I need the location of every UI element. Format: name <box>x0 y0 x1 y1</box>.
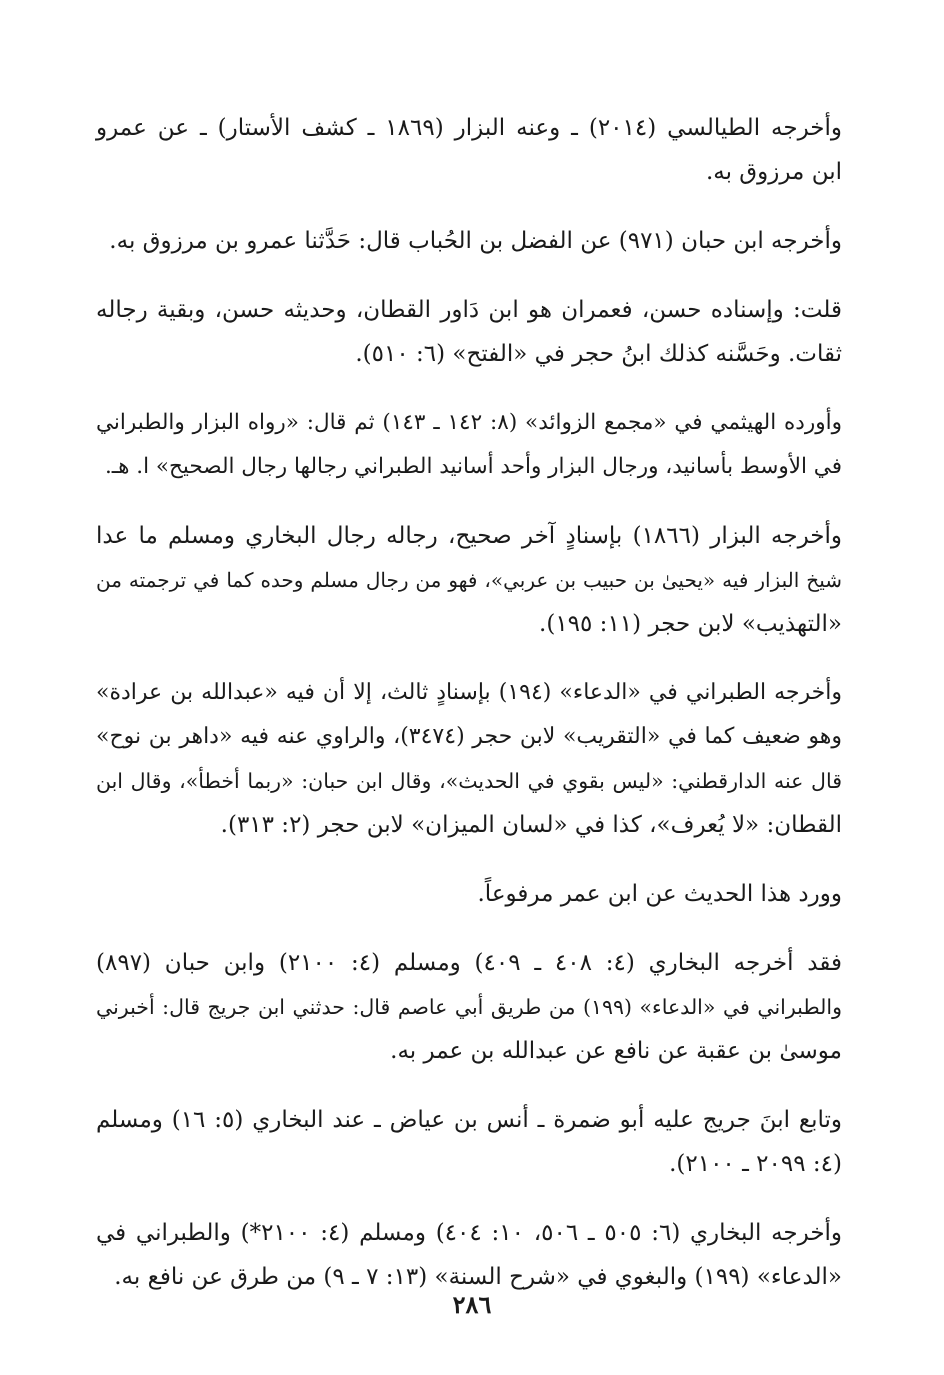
text-line: فقد أخرجه البخاري (٤: ٤٠٨ ـ ٤٠٩) ومسلم (٤: ٢١٠٠) وابن حبان (٨٩٧) <box>96 950 842 976</box>
paragraph <box>96 219 842 263</box>
text-line: القطان: «لا يُعرف»، كذا في «لسان الميزان» لابن حجر (٢: ٣١٣). <box>220 812 842 838</box>
paragraph <box>96 514 842 646</box>
text-line: قال عنه الدارقطني: «ليس بقوي في الحديث»، وقال ابن حبان: «ربما أخطأ»، وقال ابن <box>96 769 842 793</box>
page-number: ٢٨٦ <box>452 1290 492 1319</box>
text-line: وأخرجه البخاري (٦: ٥٠٥ ـ ٥٠٦، ١٠: ٤٠٤) ومسلم (٤: ٢١٠٠*) والطبراني في <box>96 1220 843 1246</box>
paragraph <box>96 1211 842 1299</box>
paragraph <box>96 1098 842 1186</box>
text-line: شيخ البزار فيه «يحيىٰ بن حبيب بن عربي»، فهو من رجال مسلم وحده كما في ترجمته من <box>96 568 842 592</box>
text-line: (٤: ٢٠٩٩ ـ ٢١٠٠). <box>669 1151 842 1177</box>
text-line: «التهذيب» لابن حجر (١١: ١٩٥). <box>539 611 842 637</box>
text-line: وأخرجه الطبراني في «الدعاء» (١٩٤) بإسنادٍ ثالث، إلا أن فيه «عبدالله بن عرادة» <box>96 680 842 705</box>
text-line: وهو ضعيف كما في «التقريب» لابن حجر (٣٤٧٤)، والراوي عنه فيه «داهر بن نوح» <box>96 724 842 749</box>
text-line: قلت: وإسناده حسن، فعمران هو ابن دَاور القطان، وحديثه حسن، وبقية رجاله <box>96 297 842 323</box>
text-line: ابن مرزوق به. <box>705 159 842 185</box>
text-line: «الدعاء» (١٩٩) والبغوي في «شرح السنة» (١٣: ٧ ـ ٩) من طرق عن نافع به. <box>114 1264 842 1290</box>
text-line: موسىٰ بن عقبة عن نافع عن عبدالله بن عمر به. <box>390 1038 842 1064</box>
paragraph <box>96 288 842 376</box>
paragraph <box>96 401 842 489</box>
paragraph <box>96 671 842 847</box>
text-line: والطبراني في «الدعاء» (١٩٩) من طريق أبي عاصم قال: حدثني ابن جريج قال: أخبرني <box>96 995 842 1019</box>
text-line: وأخرجه الطيالسي (٢٠١٤) ـ وعنه البزار (١٨٦٩ ـ كشف الأستار) ـ عن عمرو <box>96 115 842 141</box>
text-line: وورد هذا الحديث عن ابن عمر مرفوعاً. <box>477 881 842 907</box>
text-line: وأورده الهيثمي في «مجمع الزوائد» (٨: ١٤٢ ـ ١٤٣) ثم قال: «رواه البزار والطبراني <box>96 410 842 435</box>
text-line: وأخرجه ابن حبان (٩٧١) عن الفضل بن الحُباب قال: حَدَّثنا عمرو بن مرزوق به. <box>109 228 842 254</box>
text-line: وتابع ابنَ جريج عليه أبو ضمرة ـ أنس بن عياض ـ عند البخاري (٥: ١٦) ومسلم <box>96 1107 842 1133</box>
paragraph <box>96 872 842 916</box>
text-line: وأخرجه البزار (١٨٦٦) بإسنادٍ آخر صحيح، رجاله رجال البخاري ومسلم ما عدا <box>96 523 842 549</box>
paragraph <box>96 941 842 1073</box>
text-line: في الأوسط بأسانيد، ورجال البزار وأحد أسانيد الطبراني رجالها رجال الصحيح» ا. هـ. <box>104 454 842 479</box>
paragraph <box>96 106 842 194</box>
text-line: ثقات. وحَسَّنه كذلك ابنُ حجر في «الفتح» (٦: ٥١٠). <box>355 341 842 367</box>
main-text <box>96 106 842 1324</box>
